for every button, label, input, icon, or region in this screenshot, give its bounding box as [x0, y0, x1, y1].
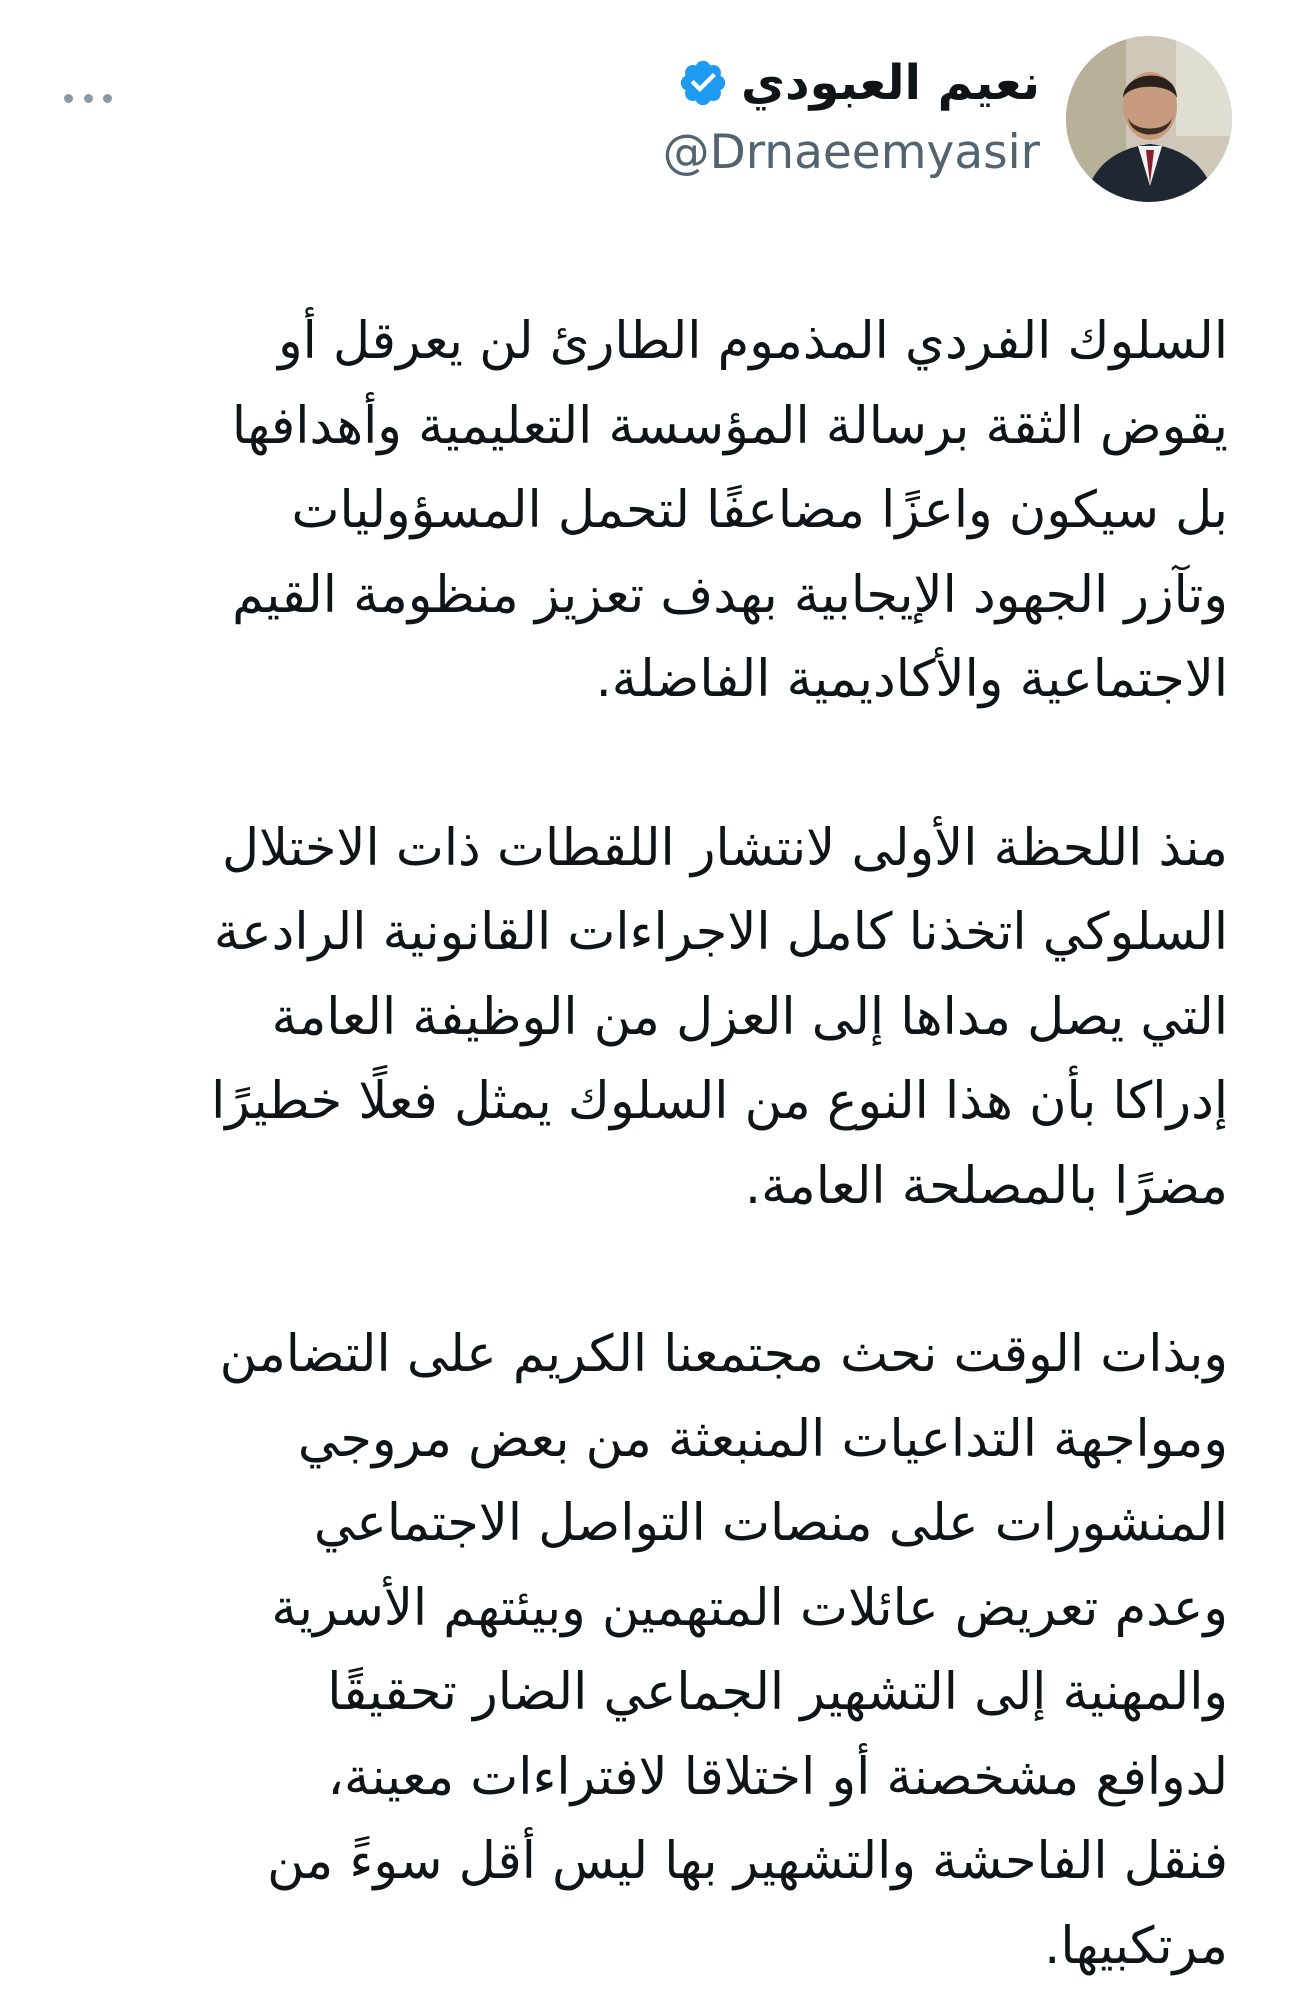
text-line: مضرًا بالمصلحة العامة. — [48, 1145, 1228, 1230]
text-line: وتآزر الجهود الإيجابية بهدف تعزيز منظومة القيم — [48, 554, 1228, 639]
text-line: بل سيكون واعزًا مضاعفًا لتحمل المسؤوليات — [48, 469, 1228, 554]
text-line: ومواجهة التداعيات المنبعثة من بعض مروجي — [48, 1398, 1228, 1483]
text-line: التي يصل مداها إلى العزل من الوظيفة العامة — [48, 976, 1228, 1061]
text-line: فنقل الفاحشة والتشهير بها ليس أقل سوءً من — [48, 1820, 1228, 1905]
author-handle[interactable]: @Drnaeemyasir — [440, 122, 1040, 184]
text-line: المنشورات على منصات التواصل الاجتماعي — [48, 1482, 1228, 1567]
author-display-name[interactable]: نعيم العبودي — [741, 50, 1040, 116]
text-line: وعدم تعريض عائلات المتهمين وبيئتهم الأسرية — [48, 1567, 1228, 1652]
tweet-text — [48, 300, 1228, 1989]
more-horizontal-icon[interactable] — [64, 86, 112, 110]
text-line: السلوكي اتخذنا كامل الاجراءات القانونية الرادعة — [48, 891, 1228, 976]
text-line: والمهنية إلى التشهير الجماعي الضار تحقيقًا — [48, 1651, 1228, 1736]
text-line: منذ اللحظة الأولى لانتشار اللقطات ذات الاختلال — [48, 807, 1228, 892]
profile-photo — [1066, 36, 1232, 202]
tweet-paragraph-3 — [48, 1313, 1228, 1989]
tweet-paragraph-1 — [48, 300, 1228, 723]
text-line: لدوافع مشخصنة أو اختلاقا لافتراءات معينة، — [48, 1736, 1228, 1821]
tweet-paragraph-2 — [48, 807, 1228, 1230]
more-dot — [103, 94, 112, 103]
verified-badge-icon — [677, 57, 729, 109]
text-line: وبذات الوقت نحث مجتمعنا الكريم على التضامن — [48, 1313, 1228, 1398]
text-line: السلوك الفردي المذموم الطارئ لن يعرقل أو — [48, 300, 1228, 385]
text-line: مرتكبيها. — [48, 1905, 1228, 1989]
more-dot — [64, 94, 73, 103]
author-avatar[interactable] — [1066, 36, 1232, 202]
text-line: يقوض الثقة برسالة المؤسسة التعليمية وأهدافها — [48, 385, 1228, 470]
author-names — [440, 50, 1040, 184]
text-line: إدراكا بأن هذا النوع من السلوك يمثل فعلًا خطيرًا — [48, 1060, 1228, 1145]
tweet-header — [0, 36, 1290, 206]
text-line: الاجتماعية والأكاديمية الفاضلة. — [48, 638, 1228, 723]
more-dot — [84, 94, 93, 103]
display-name-row — [440, 50, 1040, 116]
